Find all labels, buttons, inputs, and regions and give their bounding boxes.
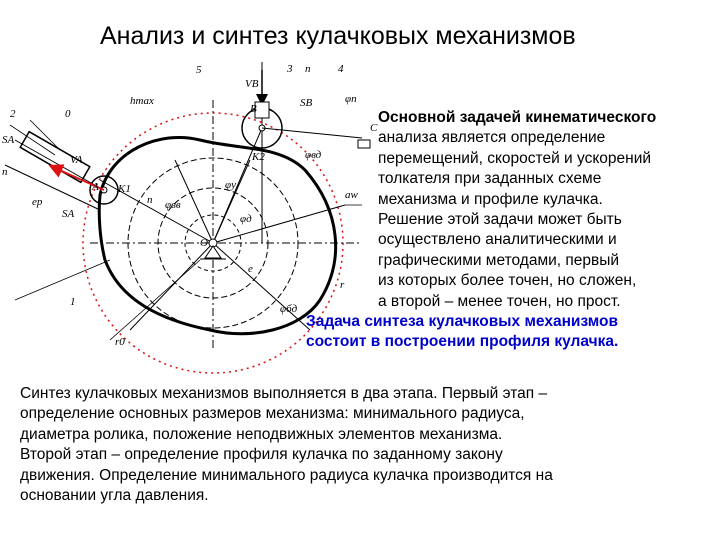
label-hmax: hmax [130, 95, 154, 107]
label-phi-bd: φвд [305, 149, 322, 161]
label-c: C [370, 122, 378, 134]
label-phi-p: φп [345, 93, 357, 105]
analysis-line: перемещений, скоростей и ускорений [378, 149, 652, 167]
label-2: 2 [10, 108, 16, 120]
analysis-line: а второй – менее точен, но прост. [378, 292, 621, 310]
label-phi-bd2: φбд [280, 303, 298, 315]
analysis-line: из которых более точен, но сложен, [378, 272, 637, 290]
label-phi-d: φд [240, 213, 252, 225]
analysis-line: Решение этой задачи может быть [378, 211, 622, 229]
label-va: VA [70, 154, 83, 166]
analysis-line: графическими методами, первый [378, 251, 620, 269]
synthesis-description [20, 384, 710, 506]
label-b: B [250, 103, 257, 115]
description-line: Второй этап – определение профиля кулачка по заданному закону [20, 446, 503, 464]
label-k2: K2 [252, 151, 265, 163]
label-n-top: n [305, 63, 311, 75]
label-e: e [248, 263, 253, 275]
synthesis-line: состоит в построении профиля кулачка. [306, 333, 619, 351]
label-vb: VB [245, 78, 259, 90]
cam-profile [99, 137, 335, 333]
label-n-mid: n [147, 194, 153, 206]
label-ep: eр [32, 196, 43, 208]
label-0: 0 [65, 108, 71, 120]
analysis-line: анализа является определение [378, 129, 606, 147]
label-sb: SB [300, 97, 313, 109]
label-1: 1 [70, 296, 76, 308]
label-sa: SA [2, 134, 15, 146]
label-3: 3 [287, 63, 293, 75]
label-aw: aw [345, 189, 358, 201]
description-line: движения. Определение минимального радиуса кулачка производится на [20, 466, 553, 484]
synthesis-line: Задача синтеза кулачковых механизмов [306, 313, 619, 331]
label-r: r [340, 279, 345, 291]
label-phi-bb: φвв [165, 199, 181, 211]
analysis-line: Основной задачей кинематического [378, 109, 657, 126]
analysis-line: механизма и профиле кулачка. [378, 190, 603, 208]
label-a: A [92, 181, 99, 193]
description-line: диаметра ролика, положение неподвижных элементов механизма. [20, 425, 503, 443]
label-sa0: SA [62, 208, 75, 220]
slide-title: Анализ и синтез кулачковых механизмов [100, 22, 576, 50]
analysis-line: толкателя при заданных схеме [378, 170, 602, 188]
label-k1: K1 [118, 183, 131, 195]
label-5: 5 [196, 64, 202, 76]
label-o: O [200, 237, 208, 249]
label-4: 4 [338, 63, 344, 75]
label-r0: r0 [115, 336, 125, 348]
description-line: Синтез кулачковых механизмов выполняется в два этапа. Первый этап – [20, 385, 548, 402]
left-slider [5, 132, 100, 210]
description-line: основании угла давления. [20, 487, 209, 505]
description-line: определение основных размеров механизма: минимального радиуса, [20, 405, 525, 423]
analysis-line: осуществлено аналитическими и [378, 231, 617, 249]
label-n-left: n [2, 166, 8, 178]
label-phi-y: φу [225, 179, 236, 191]
